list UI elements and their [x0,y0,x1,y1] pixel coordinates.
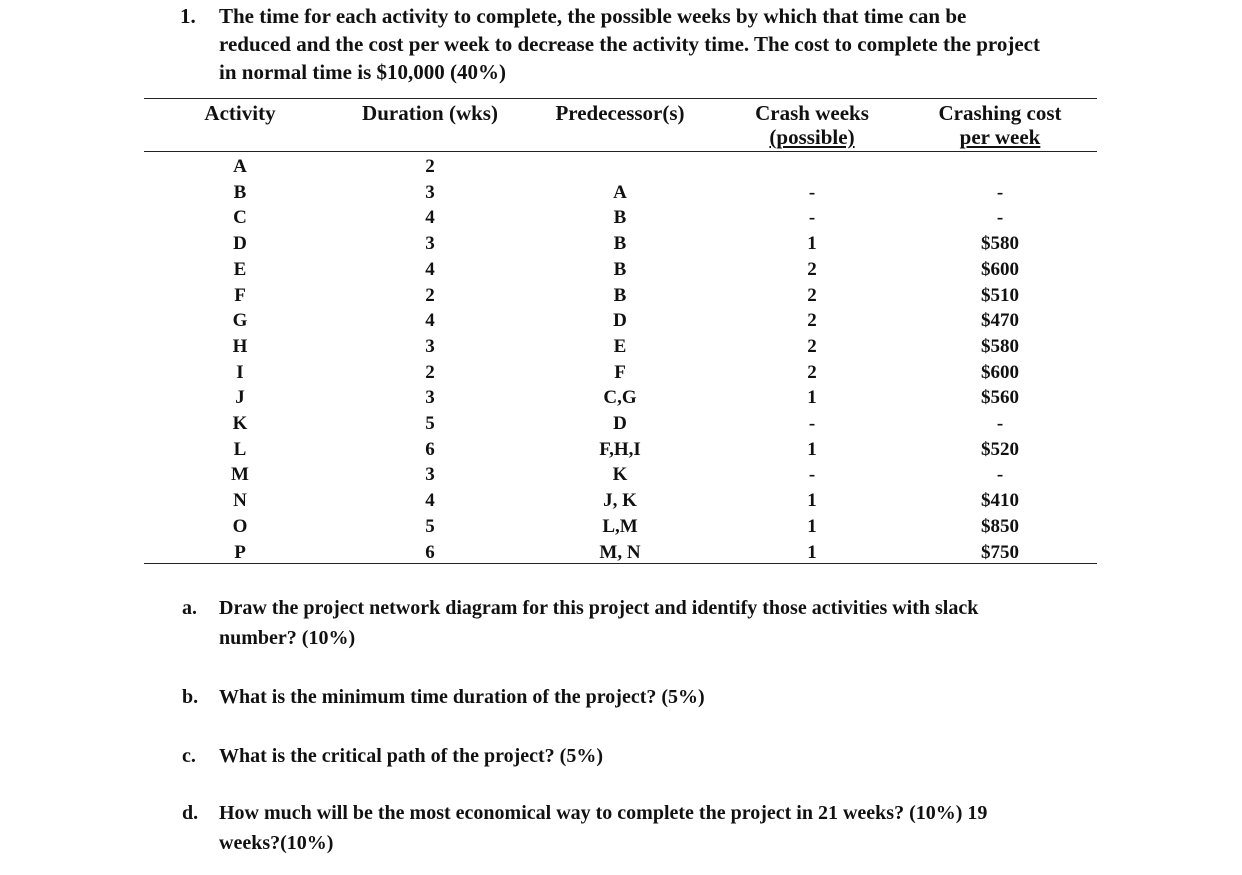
cell-crash-weeks: - [808,464,816,485]
subquestion-text-d [219,798,1099,858]
cell-duration: 4 [425,207,435,228]
cell-duration: 6 [425,439,435,460]
cell-crashing-cost: - [996,182,1004,203]
header-duration [362,101,498,125]
cell-crash-weeks: 2 [807,336,817,357]
cell-activity: G [232,310,248,331]
cell-duration: 2 [425,285,435,306]
cell-activity: J [235,387,245,408]
subquestion-line: What is the critical path of the project? (5%) [219,745,604,767]
cell-predecessor: D [613,413,627,434]
cell-activity: A [233,156,247,177]
subquestion-line: Draw the project network diagram for this project and identify those activities with slack [219,597,979,619]
question-line: in normal time is $10,000 (40%) [219,60,506,84]
cell-duration: 4 [425,310,435,331]
cell-crash-weeks: - [808,207,816,228]
question-text [219,2,1119,86]
cell-predecessor: D [613,310,627,331]
subquestion-letter-a: a. [182,597,197,619]
cell-crashing-cost: $560 [981,387,1019,408]
cell-activity: E [233,259,247,280]
cell-crash-weeks: 1 [807,542,817,563]
cell-predecessor: B [613,285,627,306]
cell-predecessor: B [613,207,627,228]
cell-duration: 3 [425,336,435,357]
cell-crashing-cost: $850 [981,516,1019,537]
header-predecessor-label: Predecessor(s) [555,101,685,125]
cell-crashing-cost: $520 [981,439,1019,460]
header-crash-weeks [755,101,869,149]
subquestion-line: number? (10%) [219,627,356,649]
cell-crash-weeks: - [808,182,816,203]
cell-crashing-cost: $580 [981,336,1019,357]
header-crash-line1: Crash weeks [755,101,869,125]
cell-crashing-cost: - [996,413,1004,434]
question-line: The time for each activity to complete, the possible weeks by which that time can be [219,4,967,28]
cell-predecessor: C,G [603,387,637,408]
cell-crashing-cost: $580 [981,233,1019,254]
cell-activity: C [233,207,247,228]
cell-predecessor: A [613,182,627,203]
subquestion-letter-d: d. [182,802,199,824]
cell-crashing-cost: - [996,207,1004,228]
cell-predecessor: B [613,259,627,280]
cell-crash-weeks: 2 [807,259,817,280]
cell-predecessor: J, K [603,490,637,511]
cell-predecessor: F [614,362,626,383]
subquestion-text-c [219,741,1099,771]
subquestion-line: What is the minimum time duration of the project? (5%) [219,686,705,708]
cell-duration: 5 [425,413,435,434]
header-crashing-cost [938,101,1061,149]
cell-activity: P [234,542,246,563]
cell-duration: 6 [425,542,435,563]
cell-crash-weeks: 2 [807,310,817,331]
cell-crashing-cost: $600 [981,259,1019,280]
cell-activity: L [233,439,247,460]
cell-duration: 3 [425,233,435,254]
cell-duration: 3 [425,464,435,485]
cell-duration: 2 [425,362,435,383]
subquestion-letter-b: b. [182,686,199,708]
cell-predecessor: K [612,464,628,485]
header-cost-line1: Crashing cost [938,101,1062,125]
header-activity-label: Activity [204,101,276,125]
cell-activity: K [232,413,248,434]
cell-crashing-cost: - [996,464,1004,485]
cell-crashing-cost: $750 [981,542,1019,563]
cell-duration: 2 [425,156,435,177]
cell-activity: H [232,336,248,357]
cell-crashing-cost: $470 [981,310,1019,331]
question-line: reduced and the cost per week to decrease the activity time. The cost to complete the project [219,32,1040,56]
cell-crash-weeks: 1 [807,439,817,460]
cell-crash-weeks: 1 [807,516,817,537]
header-duration-label: Duration (wks) [362,101,498,125]
cell-duration: 3 [425,182,435,203]
cell-crashing-cost: $600 [981,362,1019,383]
subquestion-line: How much will be the most economical way to complete the project in 21 weeks? (10%) 19 [219,802,988,824]
cell-activity: O [232,516,248,537]
cell-activity: F [234,285,246,306]
subquestion-letter-c: c. [182,745,196,767]
table-header-rule [144,151,1097,152]
subquestion-line: weeks?(10%) [219,832,334,854]
cell-crash-weeks: 1 [807,490,817,511]
cell-predecessor: E [613,336,627,357]
cell-crash-weeks: 1 [807,233,817,254]
cell-crash-weeks: - [808,413,816,434]
header-activity [204,101,275,125]
subquestion-text-b [219,682,1099,712]
cell-crashing-cost: $410 [981,490,1019,511]
cell-crashing-cost: $510 [981,285,1019,306]
cell-activity: N [233,490,247,511]
cell-predecessor: F,H,I [599,439,641,460]
cell-duration: 5 [425,516,435,537]
cell-activity: D [233,233,247,254]
cell-activity: I [236,362,244,383]
header-predecessor [555,101,684,125]
header-crash-line2: (possible) [769,125,855,149]
cell-predecessor: B [613,233,627,254]
cell-crash-weeks: 2 [807,362,817,383]
question-number: 1. [180,4,196,28]
subquestion-text-a [219,593,1099,653]
cell-duration: 3 [425,387,435,408]
cell-crash-weeks: 1 [807,387,817,408]
header-cost-line2: per week [959,125,1041,149]
cell-activity: M [231,464,249,485]
cell-crash-weeks: 2 [807,285,817,306]
cell-predecessor: M, N [599,542,641,563]
table-top-rule [144,98,1097,99]
cell-duration: 4 [425,490,435,511]
cell-activity: B [233,182,247,203]
cell-duration: 4 [425,259,435,280]
cell-predecessor: L,M [602,516,638,537]
